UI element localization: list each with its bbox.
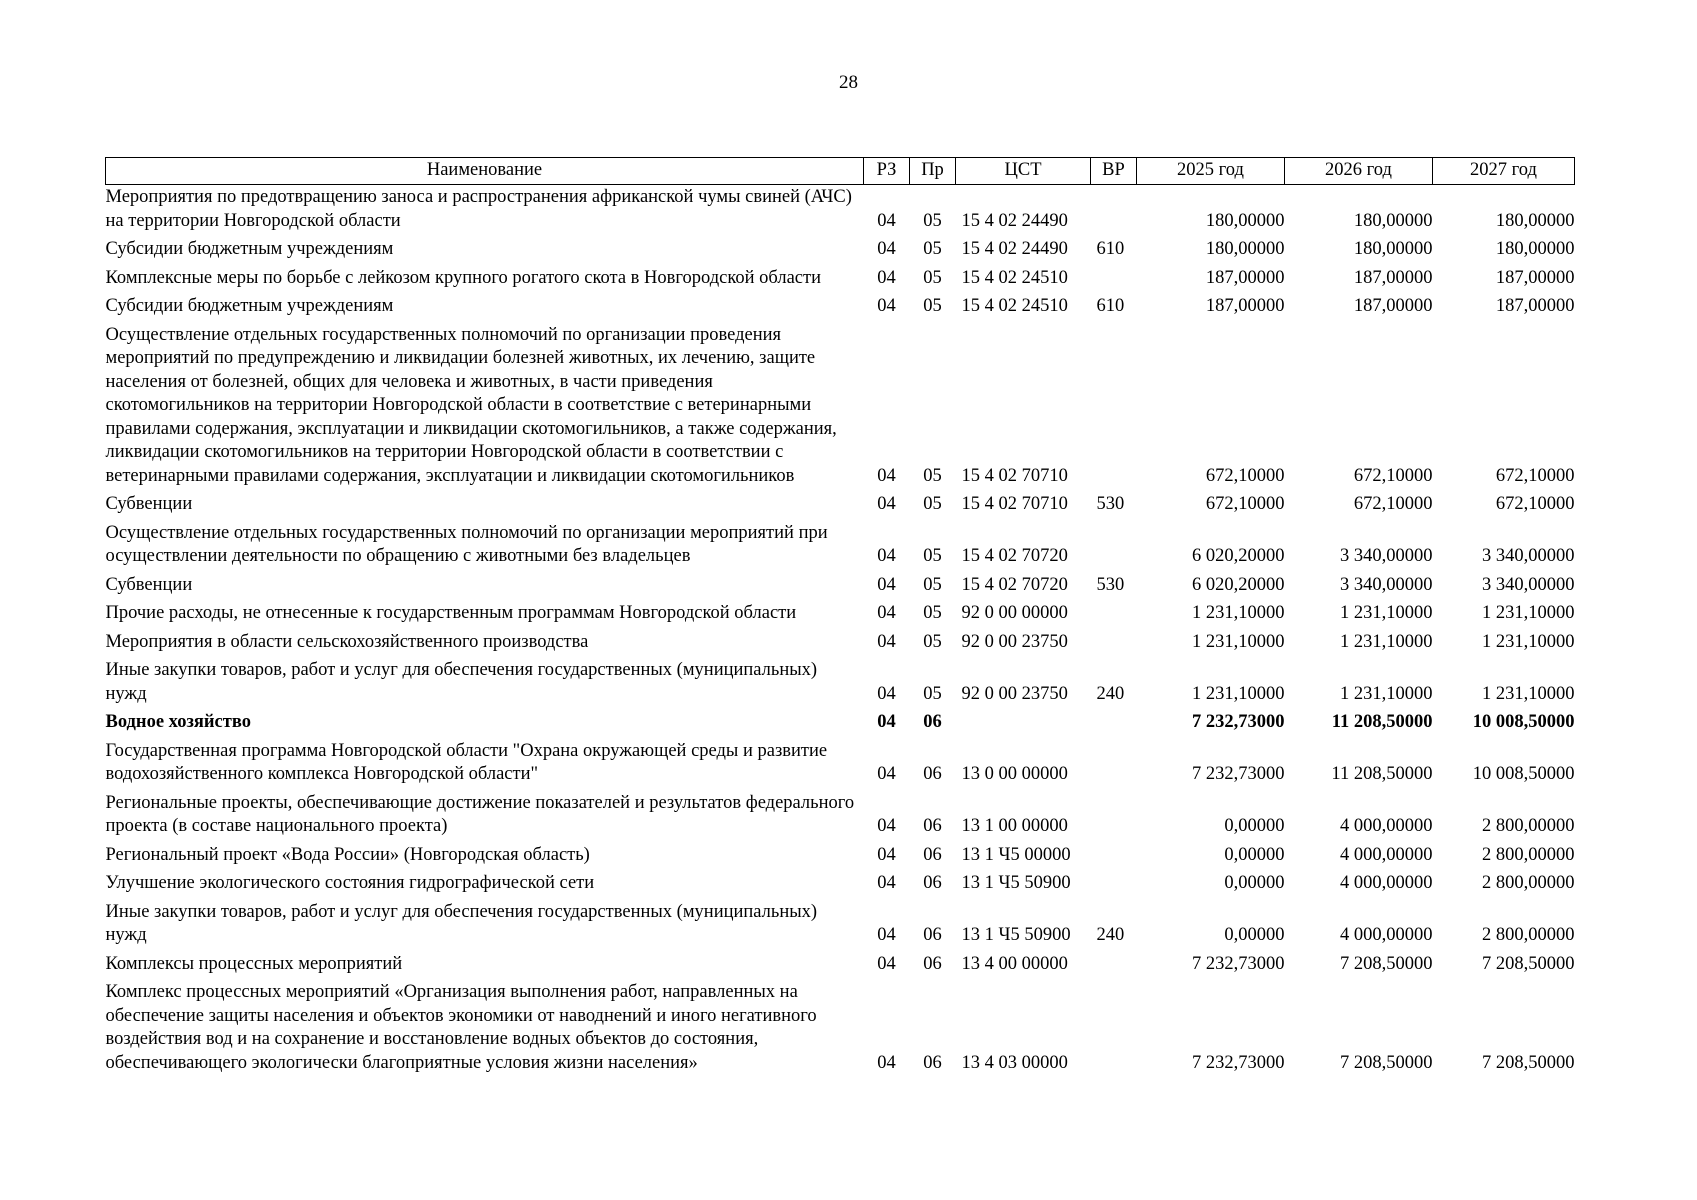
row-2027: 187,00000 <box>1495 267 1575 288</box>
row-name: Комплексы процессных мероприятий <box>105 953 403 974</box>
row-vr <box>1091 267 1137 296</box>
row-name: Региональные проекты, обеспечивающие достижение показателей и результатов федерального проекта (в составе национального проекта) <box>105 792 855 836</box>
row-2026: 1 231,10000 <box>1340 603 1433 623</box>
row-2027: 3 340,00000 <box>1482 574 1575 595</box>
row-vr <box>1091 522 1137 574</box>
table-row <box>106 295 1575 324</box>
row-2025: 1 231,10000 <box>1192 631 1285 652</box>
row-pr: 05 <box>923 296 942 316</box>
table-row <box>106 953 1575 982</box>
row-rz: 04 <box>877 925 896 945</box>
row-vr <box>1091 740 1137 792</box>
row-name: Водное хозяйство <box>105 712 251 732</box>
row-rz: 04 <box>877 603 896 623</box>
row-2027: 7 208,50000 <box>1482 953 1575 974</box>
row-2027: 2 800,00000 <box>1482 925 1575 945</box>
row-vr: 240 <box>1096 925 1125 945</box>
row-2026: 4 000,00000 <box>1340 925 1433 945</box>
row-2025: 7 232,73000 <box>1192 712 1285 732</box>
row-2027: 10 008,50000 <box>1472 712 1575 732</box>
table-row <box>106 844 1575 873</box>
row-pr: 05 <box>923 546 942 566</box>
table-row <box>106 901 1575 953</box>
row-2027: 672,10000 <box>1495 494 1575 514</box>
row-2026: 4 000,00000 <box>1340 844 1433 865</box>
row-2027: 1 231,10000 <box>1482 683 1575 704</box>
row-pr: 06 <box>923 816 942 836</box>
row-rz: 04 <box>877 574 896 595</box>
table-row <box>106 522 1575 574</box>
row-cst: 92 0 00 00000 <box>961 603 1068 623</box>
row-2026: 180,00000 <box>1353 239 1433 259</box>
row-2025: 6 020,20000 <box>1192 546 1285 566</box>
row-2026: 4 000,00000 <box>1340 873 1433 893</box>
table-row <box>106 631 1575 660</box>
row-cst: 15 4 02 70720 <box>961 574 1068 595</box>
row-2025: 0,00000 <box>1224 816 1285 836</box>
row-name: Иные закупки товаров, работ и услуг для обеспечения государственных (муниципальных) нужд <box>105 660 818 704</box>
row-2025: 187,00000 <box>1205 267 1285 288</box>
row-cst: 13 1 Ч5 00000 <box>961 844 1071 865</box>
table-row <box>106 574 1575 603</box>
budget-table <box>105 157 1575 1080</box>
header-name: Наименование <box>106 158 864 185</box>
row-pr: 06 <box>923 925 942 945</box>
row-vr <box>1091 872 1137 901</box>
row-2027: 2 800,00000 <box>1482 816 1575 836</box>
row-pr: 06 <box>923 873 942 893</box>
row-rz: 04 <box>877 210 896 231</box>
row-vr <box>1091 324 1137 494</box>
row-pr: 06 <box>923 953 942 974</box>
row-rz: 04 <box>877 953 896 974</box>
row-name: Иные закупки товаров, работ и услуг для обеспечения государственных (муниципальных) нужд <box>105 901 818 945</box>
row-name: Улучшение экологического состояния гидрографической сети <box>105 873 595 893</box>
row-vr <box>1091 792 1137 844</box>
row-2026: 187,00000 <box>1353 296 1433 316</box>
row-vr <box>1091 953 1137 982</box>
row-rz: 04 <box>877 712 896 732</box>
row-2027: 2 800,00000 <box>1482 844 1575 865</box>
row-pr: 05 <box>923 631 942 652</box>
row-cst: 13 1 00 00000 <box>961 816 1068 836</box>
row-name: Мероприятия в области сельскохозяйственного производства <box>105 631 589 652</box>
row-2027: 2 800,00000 <box>1482 873 1575 893</box>
row-name: Мероприятия по предотвращению заноса и распространения африканской чумы свиней (АЧС) на территории Новгородской области <box>105 187 852 231</box>
row-name: Субсидии бюджетным учреждениям <box>105 296 394 316</box>
row-pr: 05 <box>923 603 942 623</box>
row-vr <box>1091 981 1137 1080</box>
row-cst: 13 0 00 00000 <box>961 764 1068 784</box>
row-pr: 06 <box>923 764 942 784</box>
row-cst: 15 4 02 24490 <box>961 239 1068 259</box>
row-rz: 04 <box>877 683 896 704</box>
row-2025: 180,00000 <box>1205 239 1285 259</box>
row-rz: 04 <box>877 1052 896 1073</box>
table-row <box>106 267 1575 296</box>
table-row <box>106 602 1575 631</box>
row-rz: 04 <box>877 873 896 893</box>
table-row <box>106 493 1575 522</box>
row-2026: 7 208,50000 <box>1340 953 1433 974</box>
table-row-section <box>106 711 1575 740</box>
row-vr: 530 <box>1096 574 1125 595</box>
row-pr: 05 <box>923 574 942 595</box>
row-2026: 4 000,00000 <box>1340 816 1433 836</box>
row-2027: 180,00000 <box>1495 239 1575 259</box>
row-2026: 11 208,50000 <box>1331 712 1433 732</box>
table-row <box>106 740 1575 792</box>
row-pr: 06 <box>923 712 942 732</box>
row-2027: 672,10000 <box>1495 465 1575 486</box>
row-2027: 7 208,50000 <box>1482 1052 1575 1073</box>
row-cst: 13 1 Ч5 50900 <box>961 873 1071 893</box>
row-name: Осуществление отдельных государственных полномочий по организации проведения мероприятий по предупреждению и ликвидации болезней животных, их лечению, защите населения от болезней, общих для человека и животных, в части приведения скотомогильников на территории Новгородской области в соответствие с ветеринарными правилами содержания, эксплуатации и ликвидации скотомогильников, а также содержания, ликвидации скотомогильников на территории Новгородской области в соответствии с ветеринарными правилами содержания, эксплуатации и ликвидации скотомогильников <box>105 324 837 486</box>
table-row <box>106 324 1575 494</box>
row-vr: 610 <box>1096 296 1125 316</box>
row-name: Субвенции <box>105 494 193 514</box>
row-name: Субвенции <box>105 574 193 595</box>
table-row <box>106 238 1575 267</box>
row-name: Комплексные меры по борьбе с лейкозом крупного рогатого скота в Новгородской области <box>105 267 821 288</box>
row-cst: 15 4 02 70710 <box>961 494 1068 514</box>
row-rz: 04 <box>877 844 896 865</box>
row-2026: 11 208,50000 <box>1331 764 1433 784</box>
row-vr: 610 <box>1096 239 1125 259</box>
row-pr: 05 <box>923 683 942 704</box>
row-2027: 1 231,10000 <box>1482 603 1575 623</box>
row-pr: 06 <box>923 844 942 865</box>
header-2027: 2027 год <box>1433 158 1575 185</box>
table-header-row <box>106 158 1575 185</box>
row-2027: 3 340,00000 <box>1482 546 1575 566</box>
table-row <box>106 185 1575 239</box>
row-cst <box>956 711 1091 740</box>
row-2025: 6 020,20000 <box>1192 574 1285 595</box>
row-2025: 187,00000 <box>1205 296 1285 316</box>
row-rz: 04 <box>877 546 896 566</box>
row-pr: 06 <box>923 1052 942 1073</box>
row-cst: 13 4 00 00000 <box>961 953 1068 974</box>
row-name: Региональный проект «Вода России» (Новгородская область) <box>105 844 590 865</box>
row-name: Комплекс процессных мероприятий «Организация выполнения работ, направленных на обеспечение защиты населения и объектов экономики от наводнений и иного негативного воздействия вод и на сохранение и восстановление водных объектов до состояния, обеспечивающего экологически благоприятные условия жизни населения» <box>105 982 817 1073</box>
row-2026: 3 340,00000 <box>1340 546 1433 566</box>
row-2025: 0,00000 <box>1224 873 1285 893</box>
row-rz: 04 <box>877 239 896 259</box>
row-pr: 05 <box>923 267 942 288</box>
row-2025: 180,00000 <box>1205 210 1285 231</box>
row-2026: 1 231,10000 <box>1340 631 1433 652</box>
table-row <box>106 659 1575 711</box>
row-rz: 04 <box>877 267 896 288</box>
row-2025: 1 231,10000 <box>1192 603 1285 623</box>
header-rz: РЗ <box>864 158 910 185</box>
header-vr: ВР <box>1091 158 1137 185</box>
row-rz: 04 <box>877 465 896 486</box>
row-2027: 1 231,10000 <box>1482 631 1575 652</box>
row-cst: 15 4 02 24490 <box>961 210 1068 231</box>
row-name: Субсидии бюджетным учреждениям <box>105 239 394 259</box>
row-cst: 13 4 03 00000 <box>961 1052 1068 1073</box>
row-cst: 15 4 02 70720 <box>961 546 1068 566</box>
table-row <box>106 792 1575 844</box>
row-2025: 1 231,10000 <box>1192 683 1285 704</box>
row-2026: 7 208,50000 <box>1340 1052 1433 1073</box>
row-2027: 180,00000 <box>1495 210 1575 231</box>
row-vr <box>1091 711 1137 740</box>
header-2026: 2026 год <box>1285 158 1433 185</box>
row-2025: 0,00000 <box>1224 925 1285 945</box>
row-cst: 13 1 Ч5 50900 <box>961 925 1071 945</box>
row-pr: 05 <box>923 465 942 486</box>
row-2025: 7 232,73000 <box>1192 1052 1285 1073</box>
row-rz: 04 <box>877 296 896 316</box>
row-rz: 04 <box>877 494 896 514</box>
row-name: Прочие расходы, не отнесенные к государственным программам Новгородской области <box>105 603 797 623</box>
row-cst: 92 0 00 23750 <box>961 683 1068 704</box>
row-cst: 15 4 02 24510 <box>961 296 1068 316</box>
row-2026: 3 340,00000 <box>1340 574 1433 595</box>
row-vr <box>1091 631 1137 660</box>
row-vr <box>1091 185 1137 239</box>
row-name: Осуществление отдельных государственных полномочий по организации мероприятий при осуществлении деятельности по обращению с животными без владельцев <box>105 522 828 566</box>
row-vr: 240 <box>1096 683 1125 704</box>
row-2025: 672,10000 <box>1205 494 1285 514</box>
row-2027: 10 008,50000 <box>1472 764 1575 784</box>
header-2025: 2025 год <box>1137 158 1285 185</box>
row-cst: 15 4 02 24510 <box>961 267 1068 288</box>
row-rz: 04 <box>877 631 896 652</box>
row-2026: 672,10000 <box>1353 465 1433 486</box>
row-cst: 15 4 02 70710 <box>961 465 1068 486</box>
page-number: 28 <box>839 72 858 93</box>
row-2026: 672,10000 <box>1353 494 1433 514</box>
row-vr <box>1091 844 1137 873</box>
header-cst: ЦСТ <box>956 158 1091 185</box>
row-rz: 04 <box>877 816 896 836</box>
row-vr <box>1091 602 1137 631</box>
row-2025: 7 232,73000 <box>1192 953 1285 974</box>
row-2027: 187,00000 <box>1495 296 1575 316</box>
row-2026: 187,00000 <box>1353 267 1433 288</box>
row-2025: 7 232,73000 <box>1192 764 1285 784</box>
row-cst: 92 0 00 23750 <box>961 631 1068 652</box>
header-pr: Пр <box>910 158 956 185</box>
row-2025: 672,10000 <box>1205 465 1285 486</box>
row-pr: 05 <box>923 494 942 514</box>
row-name: Государственная программа Новгородской области "Охрана окружающей среды и развитие водохозяйственного комплекса Новгородской области" <box>105 740 828 784</box>
row-pr: 05 <box>923 210 942 231</box>
row-2025: 0,00000 <box>1224 844 1285 865</box>
row-2026: 180,00000 <box>1353 210 1433 231</box>
row-pr: 05 <box>923 239 942 259</box>
table-row <box>106 872 1575 901</box>
table-row <box>106 981 1575 1080</box>
row-vr: 530 <box>1096 494 1125 514</box>
row-2026: 1 231,10000 <box>1340 683 1433 704</box>
row-rz: 04 <box>877 764 896 784</box>
